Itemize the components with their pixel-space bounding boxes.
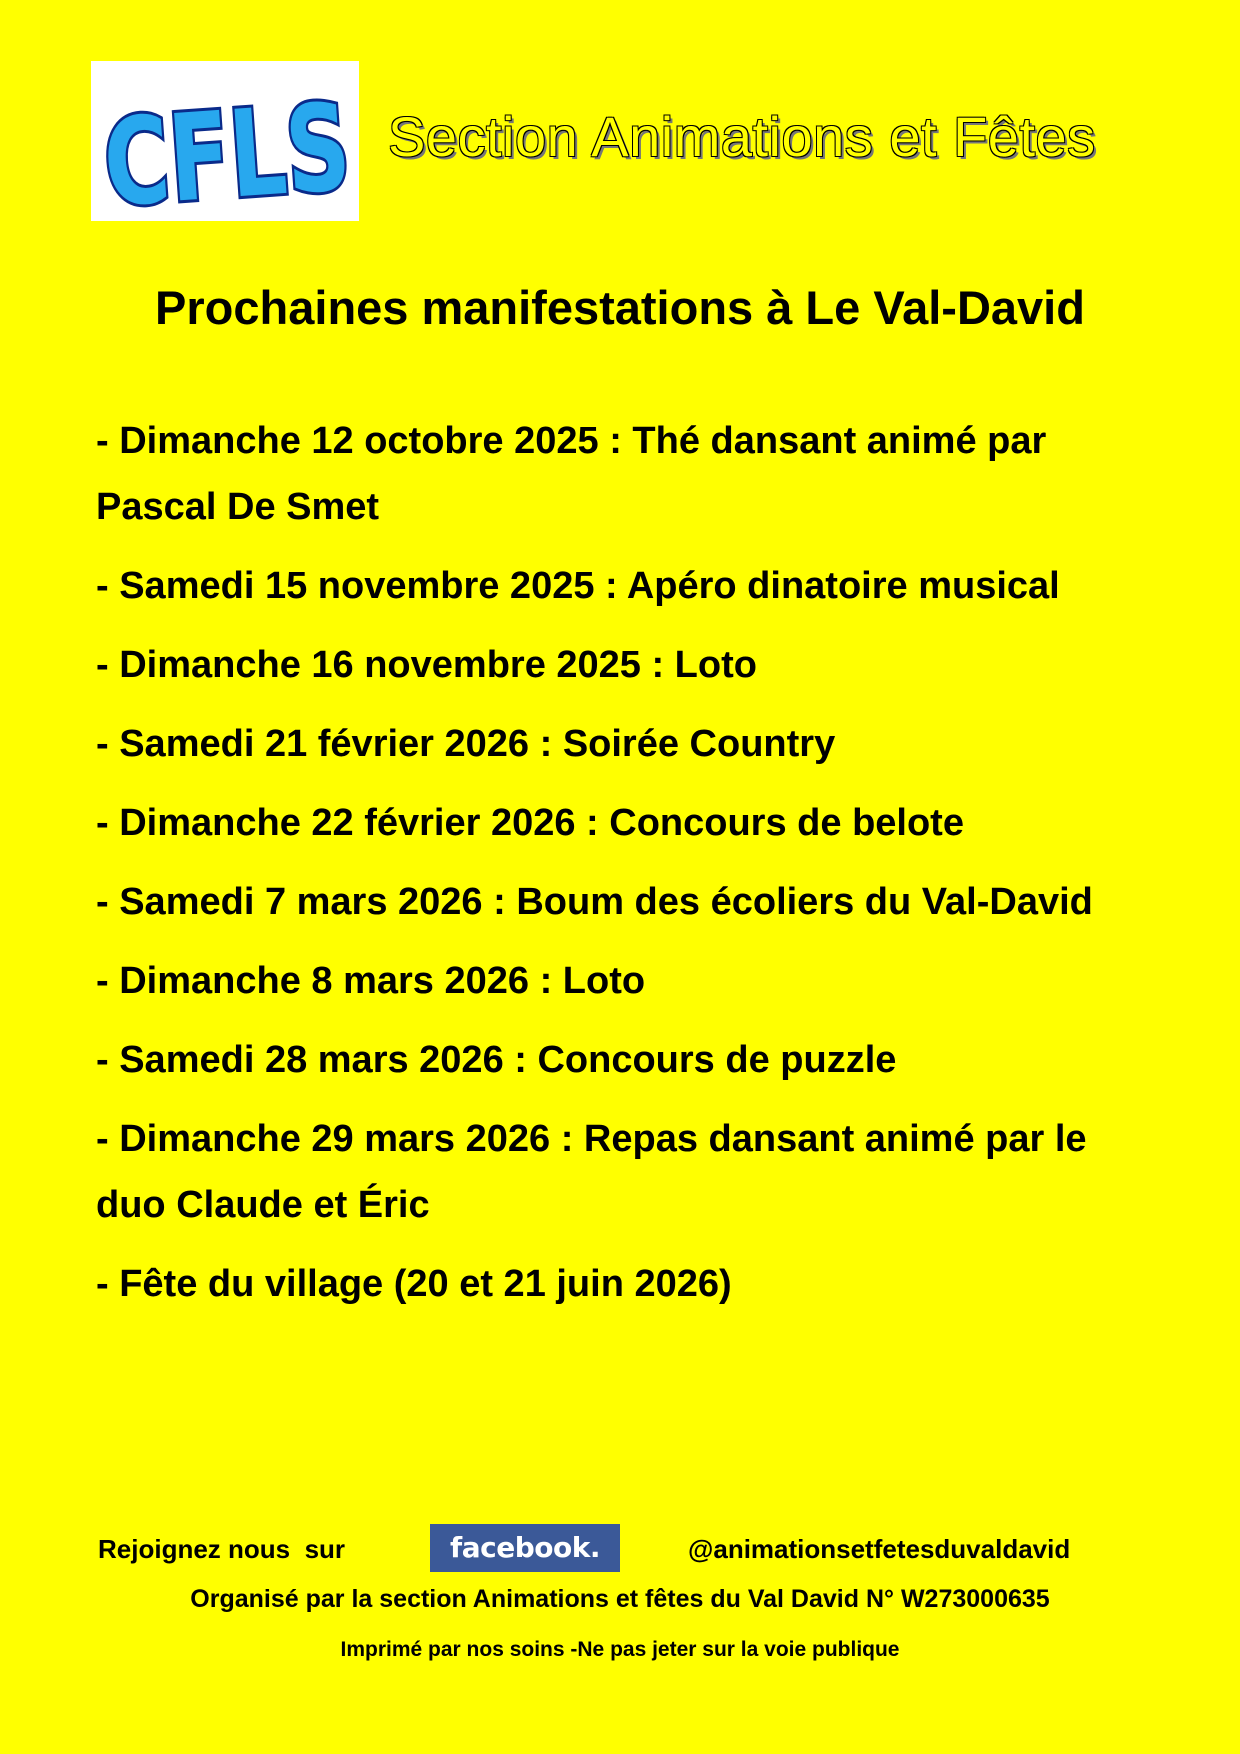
page-title: Prochaines manifestations à Le Val-David: [155, 281, 1085, 334]
event-item: - Dimanche 8 mars 2026 : Loto: [96, 960, 646, 1002]
printed-notice: Imprimé par nos soins -Ne pas jeter sur la voie publique: [340, 1638, 900, 1661]
event-item: - Samedi 7 mars 2026 : Boum des écoliers du Val-David: [96, 881, 1093, 923]
join-text: Rejoignez nous sur: [98, 1534, 346, 1564]
event-item: - Samedi 21 février 2026 : Soirée Country: [96, 723, 836, 765]
cfls-logo-graphic: [91, 61, 442, 235]
organiser-text: Organisé par la section Animations et fêtes du Val David N° W273000635: [190, 1585, 1050, 1613]
events-list: [96, 408, 1156, 1330]
logo-text: CFLS: [99, 72, 442, 235]
event-item: - Samedi 15 novembre 2025 : Apéro dinatoire musical: [96, 565, 1060, 607]
event-item: - Fête du village (20 et 21 juin 2026): [96, 1263, 732, 1305]
event-item: - Dimanche 22 février 2026 : Concours de belote: [96, 802, 964, 844]
section-title: Section Animations et Fêtes: [388, 105, 1096, 168]
cfls-logo: [91, 61, 442, 235]
event-item: - Dimanche 12 octobre 2025 : Thé dansant animé par Pascal De Smet: [96, 420, 1047, 528]
event-item: - Samedi 28 mars 2026 : Concours de puzzle: [96, 1039, 897, 1081]
event-item: - Dimanche 16 novembre 2025 : Loto: [96, 644, 757, 686]
event-item: - Dimanche 29 mars 2026 : Repas dansant animé par le duo Claude et Éric: [96, 1118, 1087, 1226]
facebook-logo: facebook.: [430, 1524, 620, 1572]
social-handle: @animationsetfetesduvaldavid: [688, 1534, 1071, 1564]
